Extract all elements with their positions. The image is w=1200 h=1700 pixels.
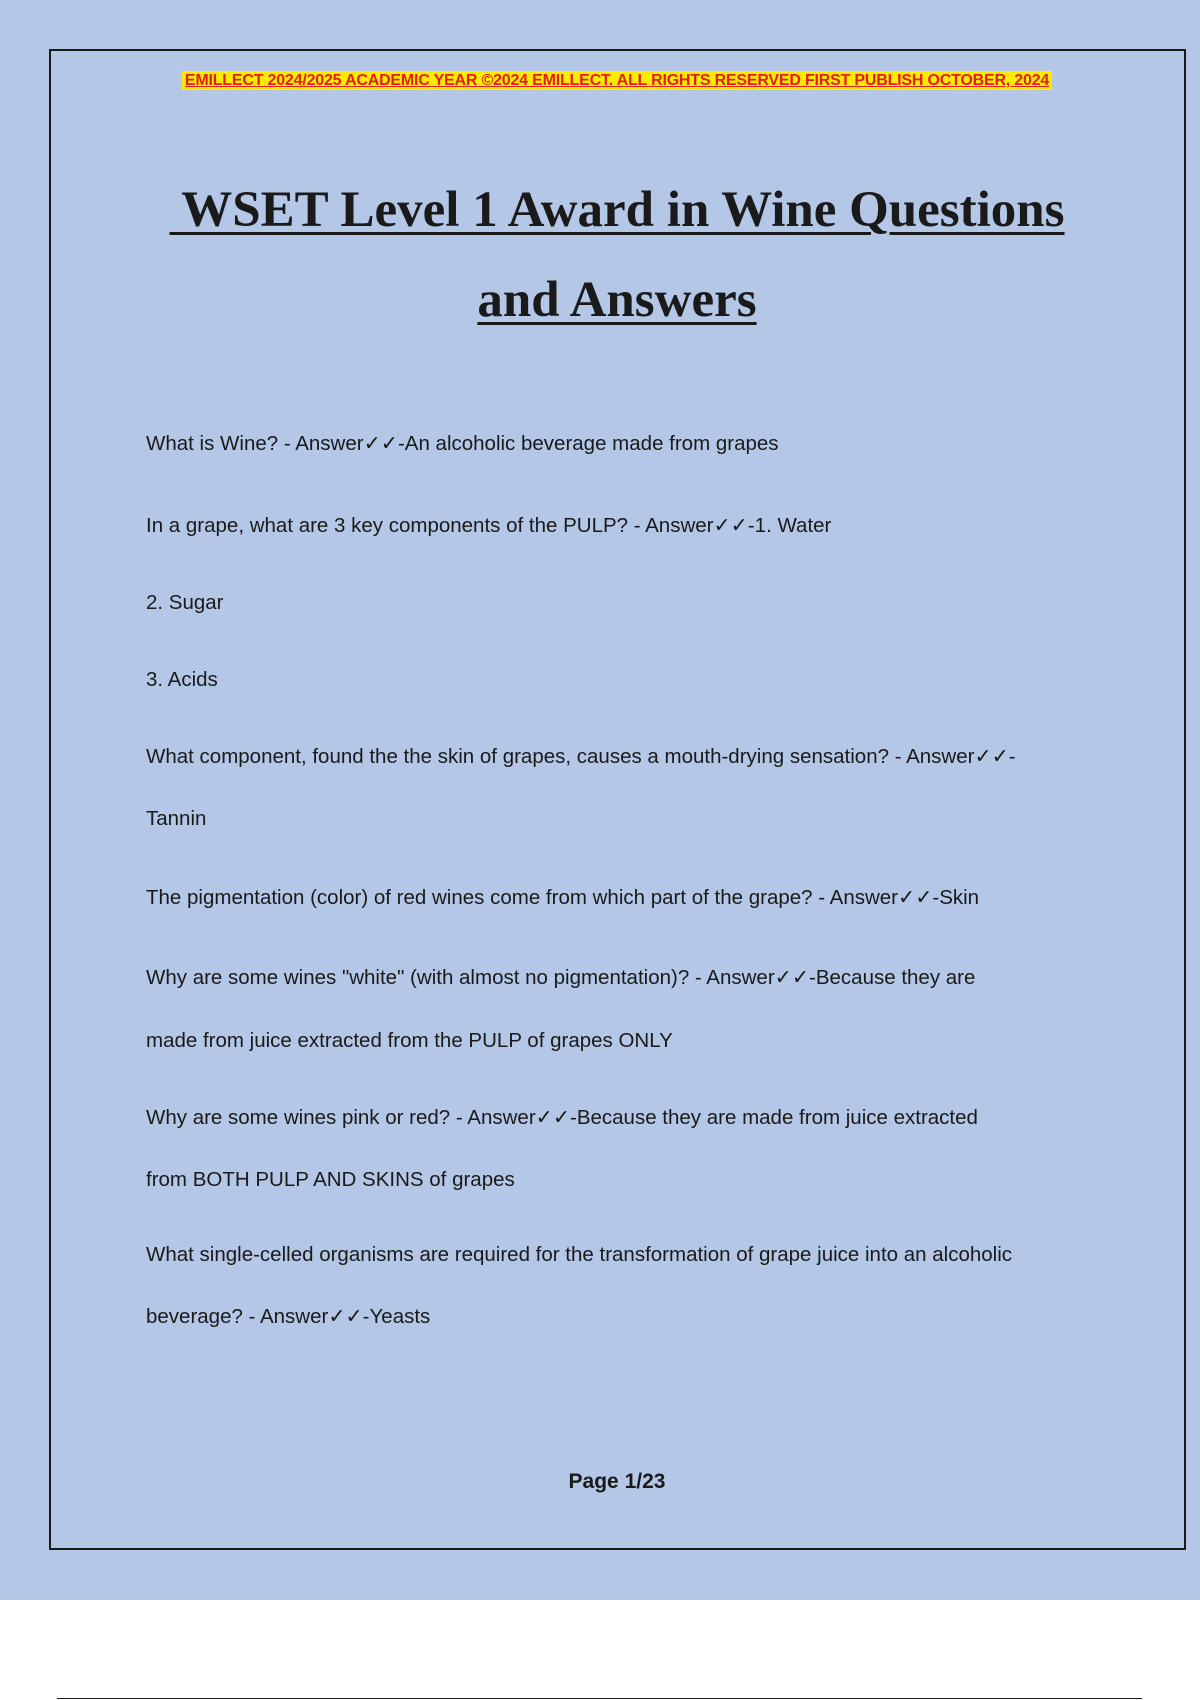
- qa-line: What is Wine? - Answer✓✓-An alcoholic beverage made from grapes: [146, 432, 779, 455]
- qa-line: made from juice extracted from the PULP of grapes ONLY: [146, 1029, 673, 1052]
- document-title: [120, 165, 1114, 345]
- qa-line: from BOTH PULP AND SKINS of grapes: [146, 1168, 515, 1191]
- qa-line: 3. Acids: [146, 668, 218, 691]
- page-number: Page 1/23: [568, 1470, 666, 1493]
- qa-line: 2. Sugar: [146, 591, 224, 614]
- qa-line: Tannin: [146, 807, 207, 830]
- qa-line: What component, found the the skin of grapes, causes a mouth-drying sensation? - Answer✓✓-: [146, 745, 1016, 768]
- next-page-divider: [57, 1698, 1142, 1699]
- copyright-banner-text: EMILLECT 2024/2025 ACADEMIC YEAR ©2024 EMILLECT. ALL RIGHTS RESERVED FIRST PUBLISH OCTOBER, 2024: [182, 71, 1052, 90]
- qa-line: Why are some wines "white" (with almost no pigmentation)? - Answer✓✓-Because they are: [146, 966, 976, 989]
- qa-line: beverage? - Answer✓✓-Yeasts: [146, 1305, 431, 1328]
- copyright-banner: [0, 72, 1200, 90]
- title-line-2: and Answers: [477, 272, 757, 328]
- title-line-1: WSET Level 1 Award in Wine Questions: [169, 182, 1065, 238]
- qa-line: What single-celled organisms are required for the transformation of grape juice into an alcoholic: [146, 1243, 1013, 1266]
- qa-line: In a grape, what are 3 key components of the PULP? - Answer✓✓-1. Water: [146, 514, 832, 537]
- qa-line: The pigmentation (color) of red wines come from which part of the grape? - Answer✓✓-Skin: [146, 886, 980, 909]
- qa-line: Why are some wines pink or red? - Answer✓✓-Because they are made from juice extracted: [146, 1106, 978, 1129]
